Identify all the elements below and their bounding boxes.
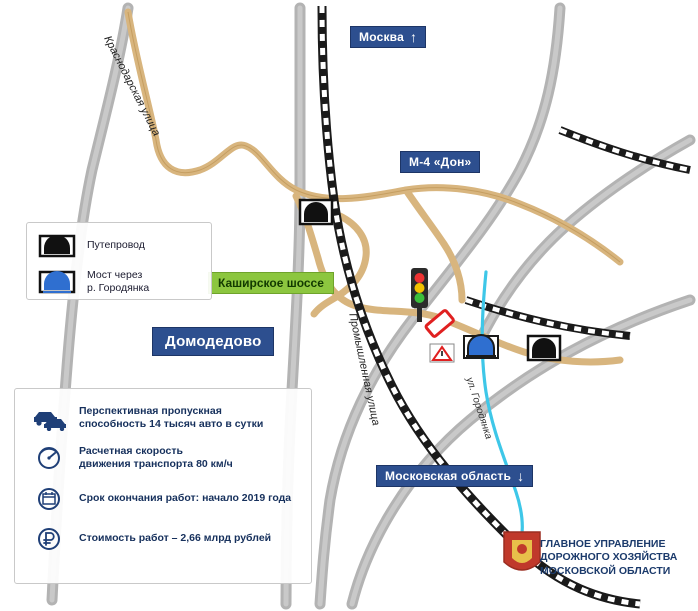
organization-line2: ДОРОЖНОГО ХОЗЯЙСТВА [540, 551, 678, 564]
overpass-icon-map-1 [300, 200, 332, 224]
warning-triangle-icon [430, 344, 454, 362]
fact-cost-label: Стоимость работ – 2,66 млрд рублей [79, 531, 272, 544]
plaque-moskva[interactable] [350, 26, 426, 48]
moscow-region-coat-of-arms [504, 532, 540, 570]
label-kashirskoe-shosse-text: Каширское шоссе [218, 276, 324, 290]
plaque-moskva-label: Москва [359, 30, 404, 44]
overpass-icon-map-2 [528, 336, 560, 360]
fact-deadline [29, 486, 297, 512]
legend-panel [26, 222, 212, 300]
organization-logo [540, 538, 677, 578]
overpass-icon [37, 233, 77, 259]
street-label-krasnodarskaya-text: Краснодарская улица [101, 34, 163, 139]
plaque-domodedovo-label: Домодедово [165, 333, 262, 350]
fact-deadline-label: Срок окончания работ: начало 2019 года [79, 491, 292, 504]
speedometer-icon [29, 445, 69, 471]
fact-capacity-line2: способность 14 тысяч авто в сутки [79, 418, 264, 431]
facts-panel [14, 388, 312, 584]
road-new-tan [128, 12, 620, 362]
plaque-domodedovo[interactable] [152, 327, 274, 356]
arrow-up-icon: ↑ [409, 29, 418, 45]
bridge-icon [37, 269, 77, 295]
fact-cost [29, 526, 297, 552]
legend-item-bridge-label-line2: р. Городянка [87, 282, 150, 295]
fact-capacity-label [79, 405, 263, 431]
street-label-promyshlennaya-text: Промышленная улица [346, 312, 382, 427]
fact-capacity [29, 405, 297, 431]
organization-line1: ГЛАВНОЕ УПРАВЛЕНИЕ [540, 538, 666, 550]
fact-speed-label [79, 445, 233, 471]
bridge-icon-map [464, 335, 498, 358]
fact-capacity-line1: Перспективная пропускная [79, 405, 222, 417]
plaque-moskovskaya-oblast[interactable] [376, 465, 533, 487]
fact-speed-line1: Расчетная скорость [79, 445, 183, 458]
legend-item-overpass [37, 233, 201, 259]
cars-icon [29, 405, 69, 431]
ruble-icon [29, 526, 69, 552]
legend-item-bridge-label-line1: Мост через [87, 269, 143, 281]
legend-item-overpass-label: Путепровод [87, 239, 145, 252]
fact-speed [29, 445, 297, 471]
plaque-moskovskaya-oblast-label: Московская область [385, 469, 512, 483]
plaque-m4-don[interactable] [400, 151, 480, 173]
legend-item-bridge-label [87, 269, 149, 295]
calendar-icon [29, 486, 69, 512]
river-label-gorodyanka-text: ул. Городянка [463, 376, 494, 441]
organization-line3: МОСКОВСКОЙ ОБЛАСТИ [540, 564, 671, 577]
label-kashirskoe-shosse[interactable] [208, 272, 334, 294]
plaque-m4-don-label: М-4 «Дон» [409, 155, 472, 169]
legend-item-bridge [37, 269, 201, 295]
arrow-down-icon: ↓ [517, 468, 525, 484]
fact-speed-line2: движения транспорта 80 км/ч [79, 458, 233, 471]
